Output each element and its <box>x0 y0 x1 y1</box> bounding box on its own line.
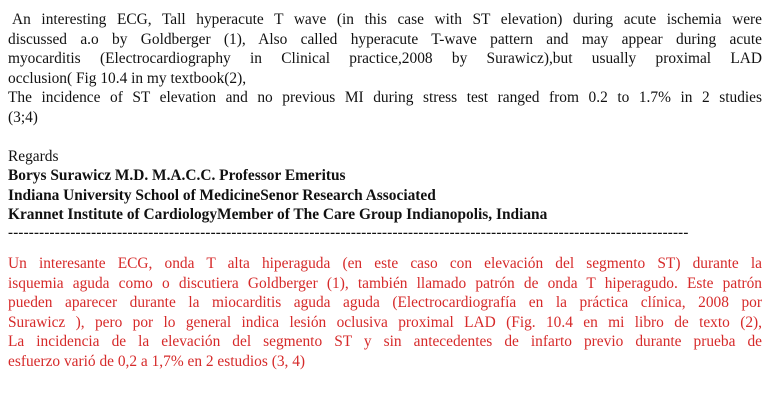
english-paragraph <box>8 10 762 128</box>
spanish-line-6: esfuerzo varió de 0,2 a 1,7% en 2 estudios (3, 4) <box>8 352 306 370</box>
english-line-5: The incidence of ST elevation and no previous MI during stress test ranged from 0.2 to 1.7% in 2 studies <box>8 89 762 107</box>
english-line-4: occlusion( Fig 10.4 in my textbook(2), <box>8 69 247 87</box>
dashed-divider: ----------------------------------------------------------------------------------------------------------------------------------- <box>8 225 689 240</box>
spanish-line-5: La incidencia de la elevación del segmento ST y sin antecedentes de infarto previo durante prueba de <box>8 333 762 351</box>
english-line-2: discussed a.o by Goldberger (1), Also called hyperacute T-wave pattern and may appear during acute <box>8 30 762 48</box>
english-line-6: (3;4) <box>8 108 38 126</box>
signature-affiliation-1: Indiana University School of MedicineSenor Research Associated <box>8 186 436 204</box>
english-line-1: An interesting ECG, Tall hyperacute T wave (in this case with ST elevation) during acute ischemia were <box>12 11 762 28</box>
spanish-line-3: pueden aparecer durante la miocarditis aguda aguda (Electrocardiografía en la práctica clínica, 2008 por <box>8 294 762 312</box>
english-line-3: myocarditis (Electrocardiography in Clinical practice,2008 by Surawicz),but usually proximal LAD <box>8 50 762 68</box>
signature-name: Borys Surawicz M.D. M.A.C.C. Professor Emeritus <box>8 167 346 185</box>
spanish-paragraph <box>8 254 762 372</box>
signature-affiliation-2: Krannet Institute of CardiologyMember of The Care Group Indianopolis, Indiana <box>8 206 548 224</box>
spanish-line-2: isquemia aguda como o discutiera Goldberger (1), también llamado patrón de onda T hiperagudo. Este patrón <box>8 274 762 292</box>
spanish-line-4: Surawicz ), pero por lo general indica lesión oclusiva proximal LAD (Fig. 10.4 en mi libro de texto (2), <box>8 313 762 331</box>
signature-greeting: Regards <box>8 147 59 165</box>
spanish-line-1: Un interesante ECG, onda T alta hiperaguda (en este caso con elevación del segmento ST) durante la <box>8 254 762 272</box>
signature-block <box>8 147 762 225</box>
document-body <box>8 10 762 372</box>
